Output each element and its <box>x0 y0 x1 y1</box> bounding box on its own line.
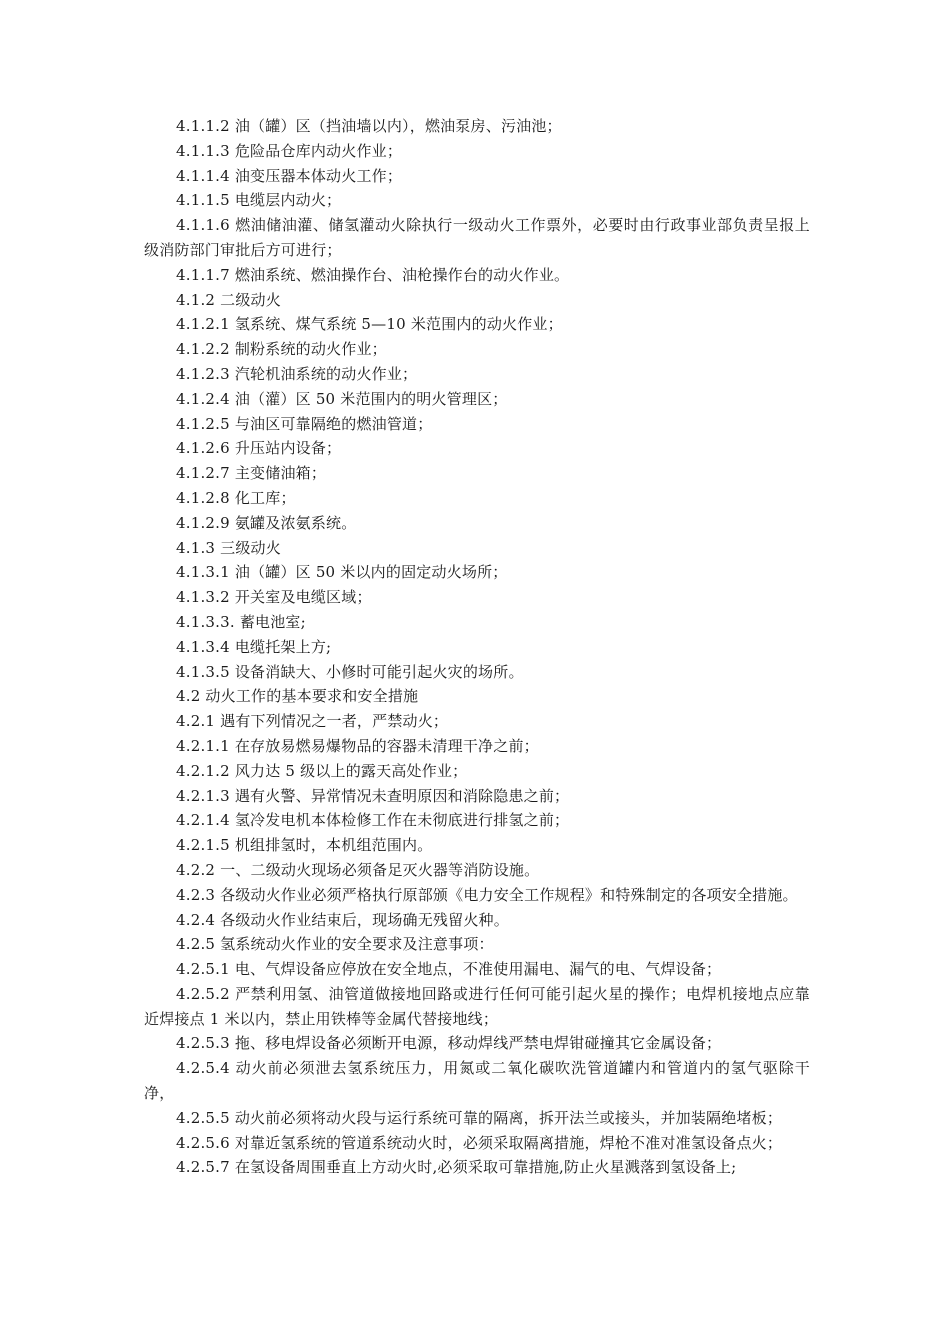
paragraph: 4.1.2.8 化工库； <box>176 488 296 507</box>
paragraph: 4.2.5.4 动火前必须泄去氢系统压力，用氮或二氧化碳吹洗管道罐内和管道内的氢气驱除干净， <box>144 1059 810 1103</box>
paragraph: 4.1.1.7 燃油系统、燃油操作台、油枪操作台的动火作业。 <box>176 265 570 284</box>
paragraph: 4.1.2.7 主变储油箱； <box>176 464 327 483</box>
paragraph: 4.1.2.6 升压站内设备； <box>176 439 342 458</box>
paragraph: 4.2.5.7 在氢设备周围垂直上方动火时,必须采取可靠措施,防止火星溅落到氢设备上; <box>176 1158 737 1177</box>
paragraph: 4.1.1.2 油（罐）区（挡油墙以内），燃油泵房、污油池； <box>176 117 562 135</box>
paragraph: 4.2.3 各级动火作业必须严格执行原部颁《电力安全工作规程》和特殊制定的各项安全措施。 <box>176 885 798 904</box>
paragraph: 4.1.3.5 设备消缺大、小修时可能引起火灾的场所。 <box>176 662 524 681</box>
paragraph: 4.1.2.5 与油区可靠隔绝的燃油管道； <box>176 414 433 433</box>
paragraph: 4.1.3.3. 蓄电池室; <box>176 612 306 631</box>
paragraph: 4.2.1.5 机组排氢时，本机组范围内。 <box>176 836 433 855</box>
section-heading: 4.1.3 三级动火 <box>176 538 281 557</box>
paragraph: 4.2.5.2 严禁利用氢、油管道做接地回路或进行任何可能引起火星的操作；电焊机接地点应靠近焊接点 1 米以内，禁止用铁棒等金属代替接地线； <box>144 984 810 1028</box>
paragraph: 4.2.2 一、二级动火现场必须备足灭火器等消防设施。 <box>176 860 540 879</box>
paragraph: 4.2.1.1 在存放易燃易爆物品的容器未清理干净之前； <box>176 736 539 755</box>
paragraph: 4.1.1.3 危险品仓库内动火作业； <box>176 141 403 160</box>
paragraph: 4.1.3.1 油（罐）区 50 米以内的固定动火场所； <box>176 563 508 582</box>
paragraph: 4.1.1.4 油变压器本体动火工作； <box>176 166 403 185</box>
section-heading: 4.1.2 二级动火 <box>176 290 281 309</box>
paragraph: 4.2.1.3 遇有火警、异常情况未查明原因和消除隐患之前； <box>176 786 570 805</box>
paragraph: 4.2.1 遇有下列情况之一者，严禁动火； <box>176 712 449 731</box>
paragraph: 4.2.5.6 对靠近氢系统的管道系统动火时，必须采取隔离措施，焊枪不准对准氢设备点火； <box>176 1133 783 1152</box>
paragraph: 4.1.2.1 氢系统、煤气系统 5—10 米范围内的动火作业； <box>176 315 563 334</box>
paragraph: 4.1.2.4 油（灌）区 50 米范围内的明火管理区； <box>176 389 508 408</box>
paragraph: 4.2.4 各级动火作业结束后，现场确无残留火种。 <box>176 910 509 929</box>
document-body <box>144 114 810 1180</box>
paragraph: 4.1.2.9 氨罐及浓氨系统。 <box>176 513 357 532</box>
section-heading: 4.2 动火工作的基本要求和安全措施 <box>176 687 419 706</box>
paragraph: 4.1.1.5 电缆层内动火； <box>176 191 342 210</box>
paragraph: 4.1.1.6 燃油储油灌、储氢灌动火除执行一级动火工作票外，必要时由行政事业部负责呈报上级消防部门审批后方可进行； <box>144 216 810 259</box>
paragraph: 4.1.3.4 电缆托架上方; <box>176 637 332 656</box>
paragraph: 4.2.5 氢系统动火作业的安全要求及注意事项： <box>176 935 494 954</box>
paragraph: 4.1.2.3 汽轮机油系统的动火作业； <box>176 364 418 383</box>
paragraph: 4.2.5.5 动火前必须将动火段与运行系统可靠的隔离，拆开法兰或接头，并加装隔绝堵板； <box>176 1108 783 1127</box>
paragraph: 4.2.1.4 氢冷发电机本体检修工作在未彻底进行排氢之前； <box>176 811 570 830</box>
paragraph: 4.1.3.2 开关室及电缆区域； <box>176 588 372 607</box>
paragraph: 4.2.5.3 拖、移电焊设备必须断开电源，移动焊线严禁电焊钳碰撞其它金属设备； <box>176 1034 722 1053</box>
paragraph: 4.1.2.2 制粉系统的动火作业； <box>176 340 387 359</box>
paragraph: 4.2.1.2 风力达 5 级以上的露天高处作业； <box>176 761 468 780</box>
paragraph: 4.2.5.1 电、气焊设备应停放在安全地点，不准使用漏电、漏气的电、气焊设备； <box>176 960 722 979</box>
